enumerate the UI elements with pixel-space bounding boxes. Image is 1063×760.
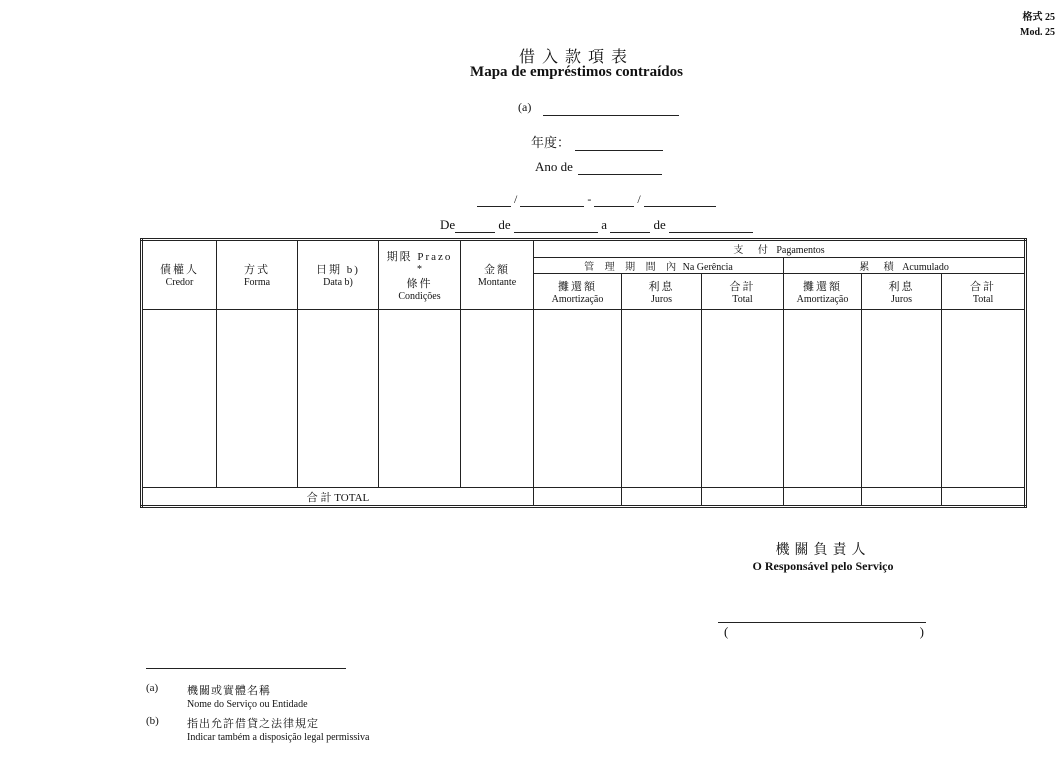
signature-block [740,539,906,574]
total-amort-acum[interactable] [784,488,862,507]
period-day-start[interactable] [477,192,511,207]
period-month-end[interactable] [644,192,716,207]
cell-total-acum[interactable] [942,309,1026,488]
total-ger-zh: 合計 [729,280,756,293]
header-credor-zh: 債權人 [160,264,199,277]
period-de2: de [498,217,511,232]
header-cond-pt: Condições [398,290,441,302]
cell-data[interactable] [298,309,379,488]
footnote-b-pt: Indicar também a disposição legal permissiva [187,732,370,743]
period-de: De [440,217,456,232]
total-juros-acum[interactable] [862,488,942,507]
footnote-divider [146,668,346,669]
header-cond-zh: 條件 [406,277,433,290]
header-prazo-zh: 期限 [386,250,413,263]
header-total-ger [702,274,784,309]
footnote-b-zh: 指出允許借貸之法律規定 [187,718,319,730]
total-amort-ger[interactable] [534,488,622,507]
header-juros-ger [622,274,702,309]
period-de3: de [653,217,666,232]
header-credor [142,240,217,310]
header-montante-pt: Montante [477,277,517,289]
total-label [142,488,534,507]
header-forma-zh: 方式 [244,264,270,277]
entity-field [518,98,679,116]
period-numeric [477,192,716,207]
total-acum-pt: Total [972,293,994,305]
header-pagamentos-pt: Pagamentos [776,245,825,257]
header-pagamentos-zh: 支 付 [733,245,774,257]
juros-ger-pt: Juros [650,293,673,305]
cell-forma[interactable] [217,309,298,488]
signature-line[interactable] [718,622,926,623]
period-de3-line[interactable] [669,218,753,233]
total-total-ger[interactable] [702,488,784,507]
header-gerencia [534,257,784,274]
cell-montante[interactable] [461,309,534,488]
cell-juros-acum[interactable] [862,309,942,488]
footnote-a-zh: 機關或實體名稱 [187,685,271,697]
period-dash: - [587,192,592,206]
model-code-zh: 格式 25 [1022,12,1055,23]
cell-amort-acum[interactable] [784,309,862,488]
amort-ger-zh: 攤還額 [558,280,597,293]
header-prazo-pt: Prazo [417,250,453,263]
period-day-end[interactable] [594,192,634,207]
table-total-row [142,488,1026,507]
paren-open: ( [724,624,729,639]
cell-credor[interactable] [142,309,217,488]
header-data [298,240,379,310]
total-juros-ger[interactable] [622,488,702,507]
header-data-note: b) [346,264,360,277]
cell-juros-ger[interactable] [622,309,702,488]
header-credor-pt: Credor [165,277,194,289]
cell-amort-ger[interactable] [534,309,622,488]
header-prazo-top [379,248,460,264]
period-a-line[interactable] [610,218,650,233]
amort-acum-zh: 攤還額 [803,280,842,293]
signature-title-pt: O Responsável pelo Serviço [752,559,894,573]
header-acumulado [784,257,1026,274]
header-forma-pt: Forma [243,277,271,289]
total-total-acum[interactable] [942,488,1026,507]
amort-acum-pt: Amortização [796,293,849,305]
header-data-zh-wrap [298,261,378,277]
juros-acum-pt: Juros [890,293,913,305]
period-de-line[interactable] [455,218,495,233]
footnote-a-pt: Nome do Serviço ou Entidade [187,699,308,710]
period-a: a [601,217,607,232]
header-juros-acum [862,274,942,309]
loans-table [140,238,1027,508]
amort-ger-pt: Amortização [551,293,604,305]
signature-title-zh: 機關負責人 [775,543,871,558]
signature-name-field [724,624,924,640]
period-text [440,217,753,233]
model-code-pt: Mod. 25 [1020,27,1055,38]
entity-field-label: (a) [518,100,532,114]
entity-field-line[interactable] [543,101,679,116]
year-line-zh[interactable] [575,136,663,151]
period-month-start[interactable] [520,192,584,207]
year-label-zh: 年度： [531,135,571,150]
header-montante-zh: 金額 [484,264,510,277]
year-field-zh [531,132,663,151]
header-prazo [379,240,461,310]
period-de2-line[interactable] [514,218,598,233]
footnote-b-mark: (b) [146,715,159,727]
header-gerencia-pt: Na Gerência [682,261,733,273]
title-pt: Mapa de empréstimos contraídos [470,64,683,80]
paren-close: ) [919,624,924,639]
header-amortizacao-acum [784,274,862,309]
period-sep1: / [514,192,518,206]
header-montante [461,240,534,310]
header-acumulado-pt: Acumulado [902,261,949,273]
total-label-text: 合 計 TOTAL [306,491,370,504]
year-label-pt: Ano de [535,159,573,174]
header-amortizacao-ger [534,274,622,309]
cell-prazo[interactable] [379,309,461,488]
header-data-pt: Data [323,277,343,289]
header-data-pt-wrap [298,277,378,288]
header-forma [217,240,298,310]
title-zh: 借入款項表 [518,49,634,66]
header-total-acum [942,274,1026,309]
header-gerencia-zh: 管 理 期 間 內 [584,261,681,273]
header-data-note-pt: b) [344,277,353,289]
year-line-pt[interactable] [578,160,662,175]
juros-ger-zh: 利息 [648,280,675,293]
year-field-pt [535,159,662,175]
period-sep2: / [637,192,641,206]
total-acum-zh: 合計 [970,280,997,293]
juros-acum-zh: 利息 [888,280,915,293]
cell-total-ger[interactable] [702,309,784,488]
header-pagamentos [534,240,1026,258]
footnote-a-mark: (a) [146,682,159,694]
header-data-zh: 日期 [316,264,343,277]
table-row [142,309,1026,488]
total-ger-pt: Total [732,293,753,305]
form-model-code [1020,10,1055,40]
header-acumulado-zh: 累 積 [859,261,900,273]
header-prazo-star: * [417,263,422,275]
